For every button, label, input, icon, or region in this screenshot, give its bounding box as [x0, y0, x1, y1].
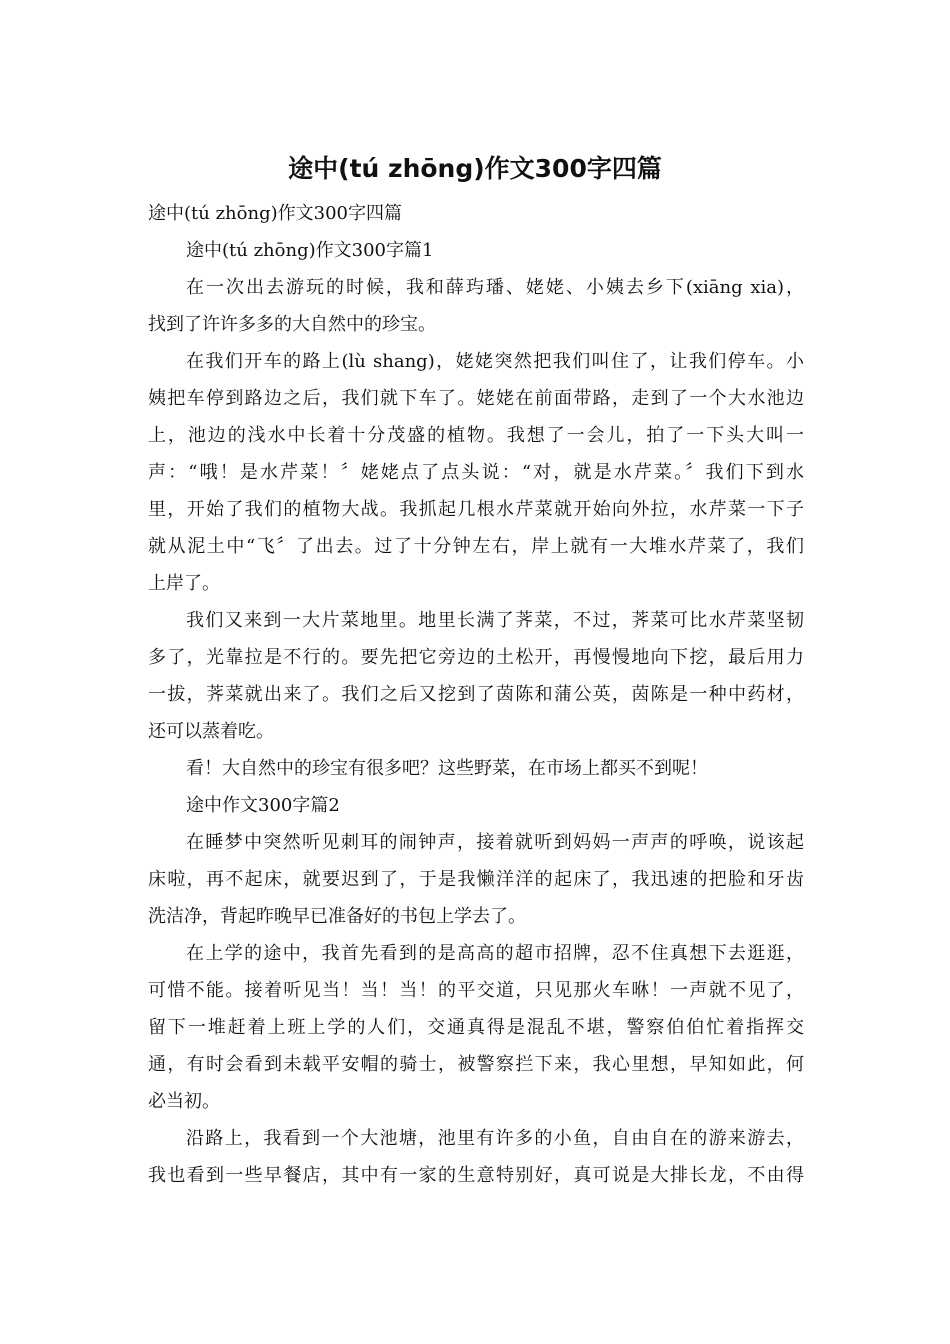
text-line: 上岸了。 — [148, 573, 220, 594]
text-line: 看！大自然中的珍宝有很多吧？这些野菜，在市场上都买不到呢！ — [186, 758, 708, 779]
text-line: 途中作文300字篇2 — [186, 795, 340, 816]
text-line: 在我们开车的路上(lù shang)，姥姥突然把我们叫住了，让我们停车。小 — [186, 351, 804, 372]
text-line: 沿路上，我看到一个大池塘，池里有许多的小鱼，自由自在的游来游去， — [186, 1128, 804, 1149]
document-title: 途中(tú zhōng)作文300字四篇 — [288, 154, 662, 183]
text-line: 途中(tú zhōng)作文300字篇1 — [186, 240, 434, 261]
text-line: 找到了许许多多的大自然中的珍宝。 — [148, 314, 436, 335]
text-line: 在睡梦中突然听见刺耳的闹钟声，接着就听到妈妈一声声的呼唤，说该起 — [186, 832, 804, 853]
text-line: 床啦，再不起床，就要迟到了，于是我懒洋洋的起床了，我迅速的把脸和牙齿 — [148, 869, 804, 890]
text-line: 途中(tú zhōng)作文300字四篇 — [148, 203, 402, 224]
text-line: 多了，光靠拉是不行的。要先把它旁边的土松开，再慢慢地向下挖，最后用力 — [148, 647, 804, 668]
text-line: 可惜不能。接着听见当！当！当！的平交道，只见那火车咻！一声就不见了， — [148, 980, 804, 1001]
text-line: 就从泥土中“飞〞了出去。过了十分钟左右，岸上就有一大堆水芹菜了，我们 — [148, 536, 804, 557]
text-line: 里，开始了我们的植物大战。我抓起几根水芹菜就开始向外拉，水芹菜一下子 — [148, 499, 804, 520]
text-line: 留下一堆赶着上班上学的人们，交通真得是混乱不堪，警察伯伯忙着指挥交 — [148, 1017, 804, 1038]
text-line: 姨把车停到路边之后，我们就下车了。姥姥在前面带路，走到了一个大水池边 — [148, 388, 804, 409]
text-line: 通，有时会看到未载平安帽的骑士，被警察拦下来，我心里想，早知如此，何 — [148, 1054, 804, 1075]
text-line: 一拔，荠菜就出来了。我们之后又挖到了茵陈和蒲公英，茵陈是一种中药材， — [148, 684, 804, 705]
text-line: 在上学的途中，我首先看到的是高高的超市招牌，忍不住真想下去逛逛， — [186, 943, 804, 964]
text-line: 上，池边的浅水中长着十分茂盛的植物。我想了一会儿，拍了一下头大叫一 — [148, 425, 804, 446]
text-line: 在一次出去游玩的时候，我和薛玙璠、姥姥、小姨去乡下(xiāng xia)， — [186, 277, 804, 298]
text-line: 必当初。 — [148, 1091, 220, 1112]
text-line: 还可以蒸着吃。 — [148, 721, 274, 742]
document-body — [148, 195, 804, 1194]
text-line: 我们又来到一大片菜地里。地里长满了荠菜，不过，荠菜可比水芹菜坚韧 — [186, 610, 804, 631]
text-line: 声：“哦！是水芹菜！〞姥姥点了点头说：“对，就是水芹菜。〞我们下到水 — [148, 462, 804, 483]
text-line: 洗洁净，背起昨晚早已准备好的书包上学去了。 — [148, 906, 526, 927]
text-line: 我也看到一些早餐店，其中有一家的生意特别好，真可说是大排长龙，不由得 — [148, 1165, 804, 1186]
